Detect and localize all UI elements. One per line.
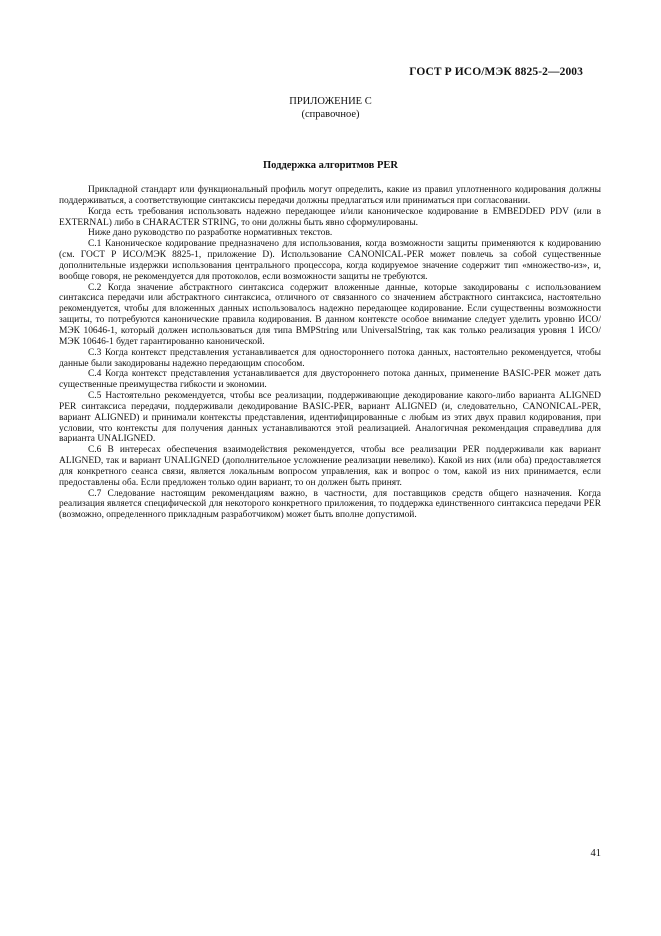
paragraph: Когда есть требования использовать надежно передающее и/или каноническое кодирование в EMBEDDED PDV (или в EXTERNAL) либо в CHARACTER STRING, то они должны быть явно сформулированы. — [59, 206, 601, 228]
paragraph: C.1 Каноническое кодирование предназначено для использования, когда возможности защиты применяются к кодированию (см. ГОСТ Р ИСО/МЭК 8825-1, приложение D). Использование CANONICAL-PER может повлечь за собой существенные дополнительные издержки использования центрального процессора, когда кодируемое значение содержит тип «множество-из», и, вообще говоря, не рекомендуется для протоколов, если возможности защиты не требуются. — [59, 239, 601, 282]
appendix-title: ПРИЛОЖЕНИЕ С — [289, 96, 372, 107]
paragraph: C.7 Следование настоящим рекомендациям важно, в частности, для поставщиков средств общего назначения. Когда реализация является специфической для некоторого конкретного приложения, то поддержка единственного синтаксиса передачи PER (возможно, определенного прикладным разработчиком) может быть вполне допустимой. — [59, 488, 601, 521]
paragraph: Прикладной стандарт или функциональный профиль могут определить, какие из правил уплотненного кодирования должны поддерживаться, а соответствующие синтаксисы передачи должны предлагаться или приниматься при согласовании. — [59, 185, 601, 206]
paragraph: C.4 Когда контекст представления устанавливается для двустороннего потока данных, применение BASIC-PER может дать существенные преимущества гибкости и экономии. — [59, 369, 601, 391]
section-title: Поддержка алгоритмов PER — [263, 160, 398, 171]
paragraph: C.3 Когда контекст представления устанавливается для одностороннего потока данных, настоятельно рекомендуется, чтобы данные были закодированы надежно передающим способом. — [59, 347, 601, 369]
paragraph: Ниже дано руководство по разработке нормативных текстов. — [88, 228, 333, 239]
appendix-heading — [0, 95, 661, 121]
paragraph: C.6 В интересах обеспечения взаимодействия рекомендуется, чтобы все реализации PER поддерживали как вариант ALIGNED, так и вариант UNALIGNED (дополнительное усложнение реализации невелико). Какой из них (или оба) предоставляется для конкретного сеанса связи, является локальным вопросом управления, как и вопрос о том, какой из них принимается, если предоставлены оба. Если предложен только один вариант, то он должен быть принят. — [59, 445, 601, 488]
paragraph: C.2 Когда значение абстрактного синтаксиса содержит вложенные данные, которые закодированы с использованием синтаксиса передачи или абстрактного синтаксиса, отличного от связанного со значением абстрактного синтаксиса, настоятельно рекомендуется, чтобы для вложенных данных использовалось надежно передающее кодирование. Если существенны возможности защиты, то потребуются канонические правила кодирования. В данном контексте особое внимание следует уделить уровню ИСО/МЭК 10646-1, который должен использоваться для типа BMPString или UniversalString, так как только реализация уровня 1 ИСО/МЭК 10646-1 будет гарантированно канонической. — [59, 282, 601, 347]
page-number: 41 — [590, 848, 601, 859]
body-text — [59, 185, 601, 521]
appendix-subtitle: (справочное) — [301, 109, 360, 120]
paragraph: C.5 Настоятельно рекомендуется, чтобы все реализации, поддерживающие декодирование какого-либо варианта ALIGNED PER синтаксиса передачи, поддерживали декодирование BASIC-PER, вариант ALIGNED (и, следовательно, CANONICAL-PER, вариант ALIGNED) и принимали контексты представления, идентифицированные с любым из этих двух правил кодирования, при условии, что контексты для получения данных устанавливаются этой реализацией. Аналогичная рекомендация справедлива для варианта UNALIGNED. — [59, 391, 601, 445]
document-code-header: ГОСТ Р ИСО/МЭК 8825-2—2003 — [409, 66, 583, 78]
